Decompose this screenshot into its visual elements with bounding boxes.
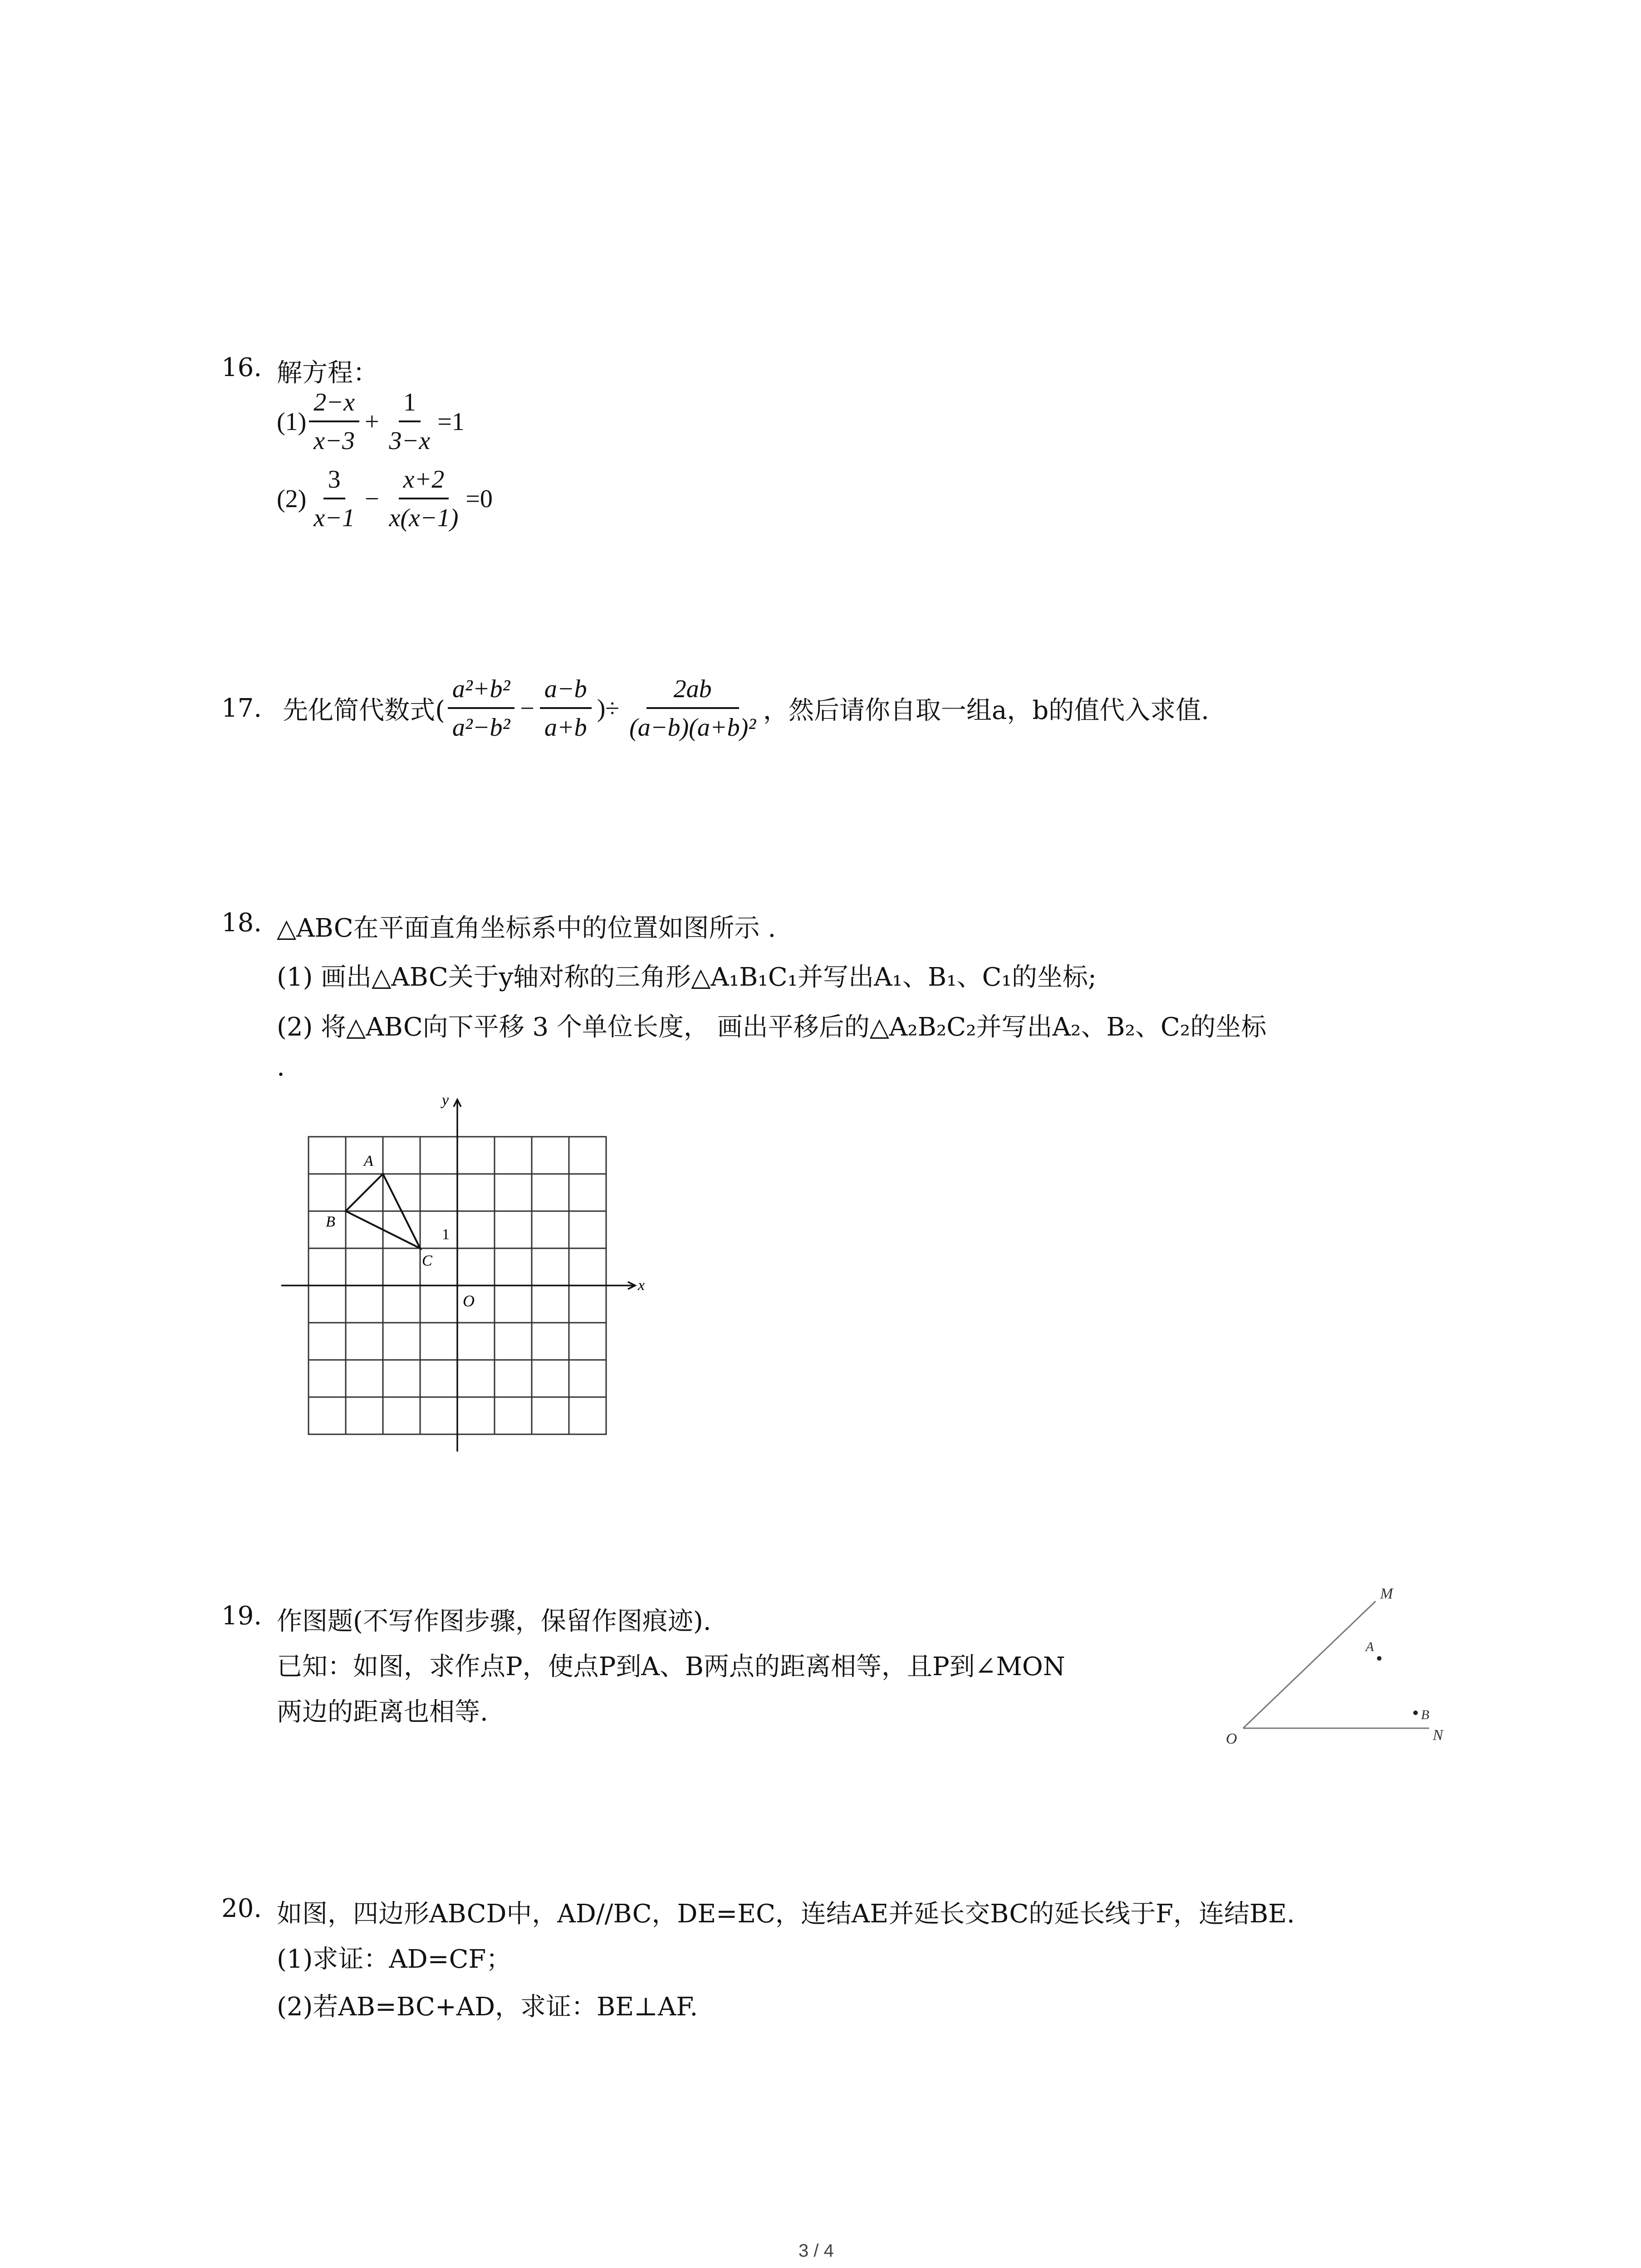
ray-om — [1243, 1601, 1376, 1728]
q16-eq2-rhs: =0 — [465, 484, 493, 513]
q17-expression: 17. 先化简代数式( $\frac{\text{a²+b²}}{\text{a²−b²}}$ − $\frac{a-b}{a+b}$ )÷ $\frac{2ab}{\text{(a−b)(a+b)²}}$ ，然后请你自取一组a，b的值代入求值. — [221, 675, 1210, 742]
label-x-axis: x — [638, 1277, 645, 1294]
q16-equation-1: (1) $\frac{2-x}{x-3}$ + $\frac{1}{3-x}$ =1 — [277, 388, 465, 455]
q17-lead: 先化简代数式( — [283, 695, 445, 725]
q20-number: 20. — [221, 1894, 262, 1923]
q16-eq2-fraction-2: $\frac{x+2}{x(x-1)}$ — [389, 465, 459, 532]
label-o: O — [1226, 1730, 1237, 1747]
label-origin: O — [463, 1292, 475, 1310]
q18-part-2-end: . — [277, 1052, 285, 1082]
q19-title: 作图题(不写作图步骤，保留作图痕迹). — [277, 1607, 711, 1636]
q18-part-2: (2) 将△ABC向下平移 3 个单位长度， 画出平移后的△A₂B₂C₂并写出A₂、B₂、C₂的坐标 — [277, 1012, 1267, 1042]
label-a: A — [364, 1153, 373, 1169]
q17-fraction-2: $\frac{a-b}{a+b}$ — [540, 676, 592, 741]
q18-coordinate-grid — [272, 1089, 662, 1506]
q18-number: 18. — [221, 908, 262, 938]
label-n: N — [1433, 1727, 1443, 1744]
q16-eq1-fraction-2: $\frac{1}{3-x}$ — [389, 388, 431, 455]
q20-part-2: (2)若AB=BC+AD，求证：BE⊥AF. — [277, 1992, 698, 2022]
label-b: B — [326, 1213, 335, 1230]
q17-fraction-1: $\frac{\text{a²+b²}}{\text{a²−b²}}$ — [448, 676, 514, 741]
q16-equation-2: (2) $\frac{3}{x-1}$ − $\frac{x+2}{x(x-1)}$ =0 — [277, 465, 493, 532]
q19-number: 19. — [221, 1601, 262, 1631]
q16-eq1-label: (1) — [277, 407, 307, 436]
q16-number: 16. — [221, 353, 262, 382]
label-y-axis: y — [442, 1092, 449, 1109]
q17-fraction-3: $\frac{2ab}{\text{(a−b)(a+b)²}}$ — [629, 675, 756, 742]
label-c: C — [422, 1252, 432, 1269]
point-b — [1413, 1711, 1418, 1715]
label-b: B — [1421, 1707, 1430, 1722]
q18-intro: △ABC在平面直角坐标系中的位置如图所示 . — [277, 914, 776, 943]
label-unit-1: 1 — [442, 1226, 450, 1243]
q20-part-1: (1)求证：AD=CF； — [277, 1945, 512, 1974]
point-a — [1377, 1656, 1381, 1661]
q18-part-1: (1) 画出△ABC关于y轴对称的三角形△A₁B₁C₁并写出A₁、B₁、C₁的坐标; — [277, 963, 1097, 992]
q17-number: 17. — [221, 694, 262, 723]
q17-tail: ，然后请你自取一组a，b的值代入求值. — [763, 695, 1210, 725]
q16-eq2-fraction-1: $\frac{3}{x-1}$ — [314, 465, 355, 532]
q19-angle-figure — [1216, 1579, 1470, 1760]
q19-line-1: 已知：如图，求作点P，使点P到A、B两点的距离相等，且P到∠MON — [277, 1652, 1065, 1681]
label-m: M — [1380, 1585, 1393, 1602]
q16-title: 解方程： — [277, 358, 378, 388]
q19-line-2: 两边的距离也相等. — [277, 1697, 488, 1727]
page-number: 3 / 4 — [798, 2241, 834, 2261]
q16-eq1-fraction-1: $\frac{2-x}{x-3}$ — [309, 389, 359, 455]
label-a: A — [1366, 1639, 1374, 1654]
q16-eq1-rhs: =1 — [437, 407, 465, 436]
q20-line-1: 如图，四边形ABCD中，AD//BC，DE=EC，连结AE并延长交BC的延长线于F，连结BE. — [277, 1899, 1295, 1929]
q16-eq2-label: (2) — [277, 484, 307, 513]
